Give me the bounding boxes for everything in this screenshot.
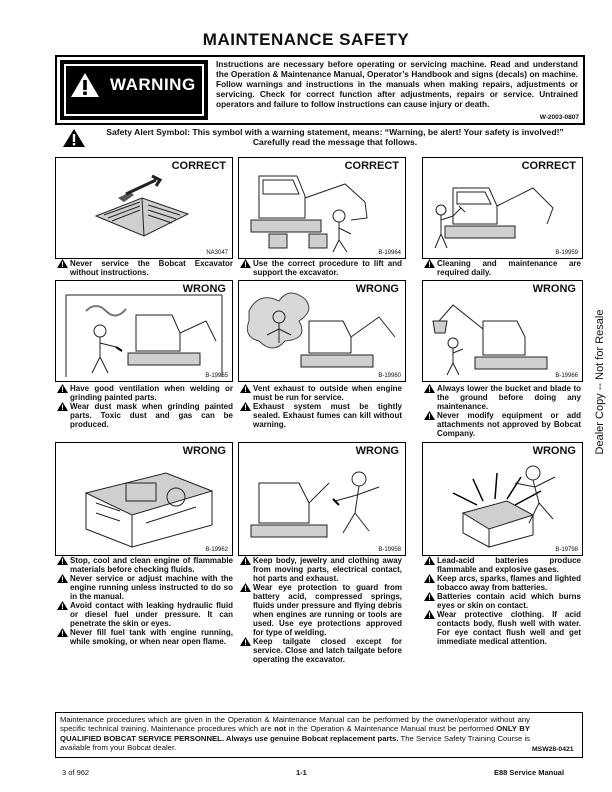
caption-group <box>240 259 402 277</box>
alert-triangle-icon <box>57 259 68 268</box>
caption-item <box>240 583 402 637</box>
caption-text: Avoid contact with leaking hydraulic fluid or diesel fuel under pressure. It can penetrate the skin or eyes. <box>70 601 233 628</box>
caption-text: Have good ventilation when welding or grinding painted parts. <box>70 384 233 402</box>
panel-correct-cleaning <box>422 157 583 259</box>
safety-alert-text: Safety Alert Symbol: This symbol with a warning statement, means: “Warning, be alert! Your safety is involved!” Carefully read the message that follows. <box>106 127 564 147</box>
alert-triangle-icon <box>240 384 251 393</box>
caption-item <box>240 556 402 583</box>
figure-code: B-19959 <box>555 250 578 256</box>
panel-wrong-ventilation <box>55 280 233 382</box>
battery-explosion-illustration <box>423 443 582 555</box>
alert-triangle-icon <box>240 583 251 592</box>
figure-code: B-19960 <box>378 373 401 379</box>
caption-text: Cleaning and maintenance are required daily. <box>437 259 581 277</box>
caption-item <box>57 601 233 628</box>
caption-text: Lead-acid batteries produce flammable and explosive gases. <box>437 556 581 574</box>
notice-text-emphasis: not <box>274 724 287 734</box>
caption-text: Wear protective clothing. If acid contacts body, flush well with water. For eye contact flush well and get immediate medical attention. <box>437 610 581 646</box>
caption-item <box>240 402 402 429</box>
alert-triangle-icon <box>57 601 68 610</box>
caption-group <box>240 556 402 664</box>
warning-word: WARNING <box>110 75 196 94</box>
panel-status-label: WRONG <box>355 445 399 457</box>
caption-item <box>240 259 402 277</box>
caption-item <box>57 384 233 402</box>
caption-item <box>57 259 233 277</box>
caption-text: Keep tailgate closed except for service. Close and latch tailgate before operating the excavator. <box>253 637 402 664</box>
caption-item <box>240 384 402 402</box>
safety-alert-statement <box>62 127 587 151</box>
alert-triangle-icon <box>424 556 435 565</box>
caption-item <box>57 628 233 646</box>
panel-status-label: WRONG <box>532 283 576 295</box>
caption-item <box>424 259 581 277</box>
caption-text: Use the correct procedure to lift and support the excavator. <box>253 259 402 277</box>
page-title: MAINTENANCE SAFETY <box>202 30 410 49</box>
warning-code: W-2003-0807 <box>539 114 579 121</box>
caption-text: Keep body, jewelry and clothing away from moving parts, electrical contact, hot parts and exhaust. <box>253 556 402 583</box>
panel-status-label: CORRECT <box>344 160 399 172</box>
panel-wrong-raised-bucket <box>422 280 583 382</box>
panel-wrong-battery <box>422 442 583 556</box>
maintenance-notice-text <box>60 715 530 753</box>
notice-text-part: The Service Safety Training Course is available from your Bobcat dealer. <box>60 733 530 753</box>
panel-status-label: WRONG <box>532 445 576 457</box>
caption-group <box>424 259 581 277</box>
dealer-copy-watermark: Dealer Copy -- Not for Resale <box>594 309 606 455</box>
alert-triangle-icon <box>424 259 435 268</box>
alert-triangle-icon <box>57 384 68 393</box>
alert-triangle-icon <box>240 556 251 565</box>
caption-item <box>424 610 581 646</box>
alert-triangle-icon <box>424 610 435 619</box>
alert-triangle-icon <box>70 72 100 98</box>
notice-text-part: in the Operation & Maintenance Manual must be performed <box>286 724 497 734</box>
caption-item <box>424 411 581 438</box>
figure-code: B-19965 <box>205 373 228 379</box>
manual-name: E88 Service Manual <box>494 768 565 777</box>
caption-item <box>57 556 233 574</box>
notice-text-emphasis: ONLY BY QUALIFIED BOBCAT SERVICE PERSONNEL. Always use genuine Bobcat replacement parts. <box>60 724 530 743</box>
panel-wrong-exhaust <box>238 280 406 382</box>
caption-group <box>424 384 581 438</box>
caption-group <box>240 384 402 429</box>
alert-triangle-icon <box>57 402 68 411</box>
panel-status-label: WRONG <box>355 283 399 295</box>
caption-item <box>57 402 233 429</box>
figure-code: B-19964 <box>378 250 401 256</box>
caption-text: Exhaust system must be tightly sealed. Exhaust fumes can kill without warning. <box>253 402 402 429</box>
figure-code: B-19962 <box>205 547 228 553</box>
welding-in-room-illustration <box>56 281 232 381</box>
warning-badge <box>60 60 208 120</box>
caption-text: Never fill fuel tank with engine running, while smoking, or when near open flame. <box>70 628 233 646</box>
alert-triangle-icon <box>57 628 68 637</box>
person-at-machine-illustration <box>239 443 405 555</box>
notice-code: MSW28-0421 <box>532 746 574 753</box>
warning-box <box>55 55 585 125</box>
caption-text: Batteries contain acid which burns eyes or skin on contact. <box>437 592 581 610</box>
caption-item <box>424 384 581 411</box>
caption-item <box>424 556 581 574</box>
alert-triangle-icon <box>240 402 251 411</box>
caption-item <box>424 574 581 592</box>
panel-correct-instructions <box>55 157 233 259</box>
caption-group <box>424 556 581 646</box>
page-number: 1-1 <box>296 768 307 777</box>
caption-group <box>57 384 233 429</box>
exhaust-fumes-illustration <box>239 281 405 381</box>
caption-text: Wear dust mask when grinding painted parts. Toxic dust and gas can be produced. <box>70 402 233 429</box>
caption-group <box>57 259 233 277</box>
figure-code: B-19798 <box>555 547 578 553</box>
alert-triangle-icon <box>424 411 435 420</box>
caption-text: Wear eye protection to guard from battery acid, compressed springs, fluids under pressure and flying debris when engines are running or tools are used. Use eye protections approved for type of welding. <box>253 583 402 637</box>
figure-code: NA3047 <box>206 250 228 256</box>
alert-triangle-icon <box>424 574 435 583</box>
alert-triangle-icon <box>57 574 68 583</box>
alert-triangle-icon <box>57 556 68 565</box>
engine-compartment-illustration <box>56 443 232 555</box>
warning-text: Instructions are necessary before operating or servicing machine. Read and understand the Operation & Maintenance Manual, Operator’s Handbook and signs (decals) on machine. Follow warnings and instructions in the manuals when making repairs, adjustments or servicing. Check for correct function after adjustments, repairs or service. Untrained operators and failure to follow instructions can cause injury or death. <box>216 59 578 109</box>
notice-text-part: Maintenance procedures which are given in the Operation & Maintenance Manual can be performed by the owner/operator without any specific technical training. Maintenance procedures which are <box>60 715 530 734</box>
alert-triangle-icon <box>424 384 435 393</box>
panel-status-label: WRONG <box>182 283 226 295</box>
caption-group <box>57 556 233 646</box>
caption-item <box>240 637 402 664</box>
alert-triangle-icon <box>424 592 435 601</box>
caption-item <box>424 592 581 610</box>
manual-book-illustration <box>56 158 232 258</box>
panel-wrong-engine-fluids <box>55 442 233 556</box>
caption-text: Vent exhaust to outside when engine must be run for service. <box>253 384 402 402</box>
figure-code: B-19958 <box>378 547 401 553</box>
alert-triangle-icon <box>240 259 251 268</box>
excavator-cleaning-illustration <box>423 158 582 258</box>
figure-code: B-19966 <box>555 373 578 379</box>
panel-status-label: WRONG <box>182 445 226 457</box>
panel-status-label: CORRECT <box>521 160 576 172</box>
safety-alert-icon <box>62 128 86 148</box>
maintenance-notice-box <box>55 712 583 758</box>
caption-text: Stop, cool and clean engine of flammable materials before checking fluids. <box>70 556 233 574</box>
alert-triangle-icon <box>240 637 251 646</box>
caption-text: Never service the Bobcat Excavator without instructions. <box>70 259 233 277</box>
panel-status-label: CORRECT <box>171 160 226 172</box>
page-count: 3 of 962 <box>62 768 90 777</box>
caption-item <box>57 574 233 601</box>
panel-correct-lift-support <box>238 157 406 259</box>
caption-text: Never modify equipment or add attachments not approved by Bobcat Company. <box>437 411 581 438</box>
raised-bucket-illustration <box>423 281 582 381</box>
caption-text: Keep arcs, sparks, flames and lighted tobacco away from batteries. <box>437 574 581 592</box>
panel-wrong-moving-parts <box>238 442 406 556</box>
caption-text: Never service or adjust machine with the engine running unless instructed to do so in the manual. <box>70 574 233 601</box>
caption-text: Always lower the bucket and blade to the ground before doing any maintenance. <box>437 384 581 411</box>
excavator-lift-illustration <box>239 158 405 258</box>
